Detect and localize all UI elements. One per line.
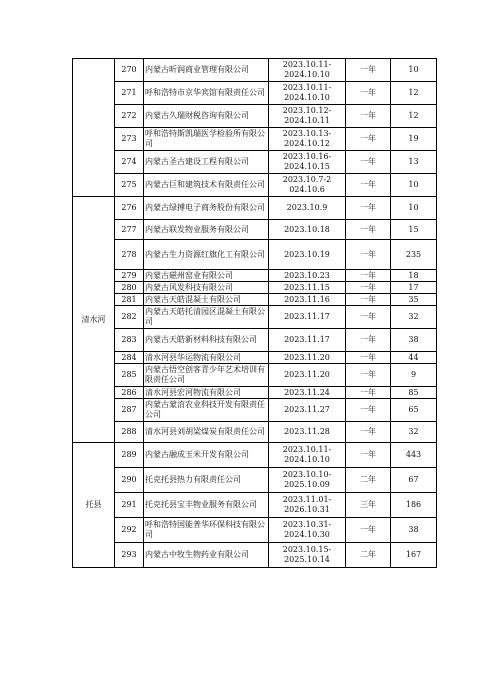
row-number-cell: 289 — [115, 443, 144, 468]
table-row — [73, 329, 437, 352]
company-name-cell: 内蒙古中牧生物药业有限公司 — [144, 543, 269, 568]
company-name-cell: 内蒙古天皓混凝土有限公司 — [144, 294, 269, 306]
term-cell: 一年 — [346, 422, 391, 443]
row-number-cell: 287 — [115, 399, 144, 422]
company-name-cell: 内蒙古联发物业服务有限公司 — [144, 220, 269, 240]
row-number-cell: 285 — [115, 364, 144, 387]
company-name-cell: 清水河县刘胡梁煤炭有限责任公司 — [144, 422, 269, 443]
term-cell: 一年 — [346, 82, 391, 105]
table-row — [73, 128, 437, 151]
term-cell: 一年 — [346, 151, 391, 174]
row-number-cell: 280 — [115, 282, 144, 294]
row-number-cell: 278 — [115, 240, 144, 270]
count-cell: 67 — [391, 468, 437, 493]
table-body — [73, 59, 437, 568]
date-cell: 2023.10.7-2 024.10.6 — [269, 174, 346, 197]
table-row — [73, 468, 437, 493]
row-number-cell: 277 — [115, 220, 144, 240]
table-row — [73, 294, 437, 306]
term-cell: 二年 — [346, 468, 391, 493]
term-cell: 一年 — [346, 240, 391, 270]
company-name-cell: 托克托县热力有限责任公司 — [144, 468, 269, 493]
company-name-cell: 内蒙古融成玉米开发有限公司 — [144, 443, 269, 468]
count-cell: 10 — [391, 59, 437, 82]
date-cell: 2023.10.19 — [269, 240, 346, 270]
date-cell: 2023.11.20 — [269, 352, 346, 364]
row-number-cell: 291 — [115, 493, 144, 518]
company-name-cell: 内蒙古生力资源红旗化工有限公司 — [144, 240, 269, 270]
count-cell: 65 — [391, 399, 437, 422]
table-row — [73, 493, 437, 518]
term-cell: 一年 — [346, 105, 391, 128]
term-cell: 一年 — [346, 197, 391, 220]
date-cell: 2023.11.15 — [269, 282, 346, 294]
row-number-cell: 273 — [115, 128, 144, 151]
table-row — [73, 399, 437, 422]
date-cell: 2023.10.11- 2024.10.10 — [269, 82, 346, 105]
table-row — [73, 240, 437, 270]
date-cell: 2023.10.13- 2024.10.12 — [269, 128, 346, 151]
row-number-cell: 270 — [115, 59, 144, 82]
date-cell: 2023.10.18 — [269, 220, 346, 240]
table-row — [73, 422, 437, 443]
table-row — [73, 352, 437, 364]
count-cell: 9 — [391, 364, 437, 387]
count-cell: 85 — [391, 387, 437, 399]
company-name-cell: 托克托县宝丰物业服务有限公司 — [144, 493, 269, 518]
term-cell: 一年 — [346, 399, 391, 422]
term-cell: 一年 — [346, 329, 391, 352]
count-cell: 18 — [391, 270, 437, 282]
count-cell: 12 — [391, 105, 437, 128]
count-cell: 32 — [391, 306, 437, 329]
date-cell: 2023.10.31- 2024.10.30 — [269, 518, 346, 543]
company-name-cell: 内蒙古风发科技有限公司 — [144, 282, 269, 294]
company-name-cell: 内蒙古昕润商业管理有限公司 — [144, 59, 269, 82]
company-name-cell: 呼和浩特国能普华环保科技有限公司 — [144, 518, 269, 543]
term-cell: 一年 — [346, 174, 391, 197]
record-table — [72, 58, 437, 568]
table-row — [73, 270, 437, 282]
count-cell: 17 — [391, 282, 437, 294]
row-number-cell: 272 — [115, 105, 144, 128]
row-number-cell: 288 — [115, 422, 144, 443]
count-cell: 15 — [391, 220, 437, 240]
row-number-cell: 274 — [115, 151, 144, 174]
date-cell: 2023.11.16 — [269, 294, 346, 306]
term-cell: 一年 — [346, 387, 391, 399]
table-row — [73, 443, 437, 468]
row-number-cell: 275 — [115, 174, 144, 197]
date-cell: 2023.10.11- 2024.10.10 — [269, 59, 346, 82]
term-cell: 一年 — [346, 518, 391, 543]
count-cell: 12 — [391, 82, 437, 105]
count-cell: 35 — [391, 294, 437, 306]
table-row — [73, 59, 437, 82]
count-cell: 13 — [391, 151, 437, 174]
count-cell: 38 — [391, 518, 437, 543]
company-name-cell: 内蒙古天皓托清园区混凝土有限公司 — [144, 306, 269, 329]
row-number-cell: 283 — [115, 329, 144, 352]
term-cell: 三年 — [346, 493, 391, 518]
table-row — [73, 82, 437, 105]
company-name-cell: 呼和浩特市京华宾馆有限责任公司 — [144, 82, 269, 105]
term-cell: 一年 — [346, 352, 391, 364]
table-row — [73, 364, 437, 387]
row-number-cell: 292 — [115, 518, 144, 543]
date-cell: 2023.10.11- 2024.10.10 — [269, 443, 346, 468]
date-cell: 2023.11.17 — [269, 306, 346, 329]
region-cell: 清水河 — [73, 197, 115, 443]
term-cell: 一年 — [346, 364, 391, 387]
table-row — [73, 174, 437, 197]
company-name-cell: 内蒙古天皓新材料科技有限公司 — [144, 329, 269, 352]
table-row — [73, 220, 437, 240]
date-cell: 2023.11.27 — [269, 399, 346, 422]
term-cell: 一年 — [346, 306, 391, 329]
date-cell: 2023.11.28 — [269, 422, 346, 443]
table-row — [73, 306, 437, 329]
term-cell: 二年 — [346, 543, 391, 568]
date-cell: 2023.11.20 — [269, 364, 346, 387]
count-cell: 10 — [391, 197, 437, 220]
company-name-cell: 内蒙古悟空创客青少年艺术培训有限责任公司 — [144, 364, 269, 387]
count-cell: 32 — [391, 422, 437, 443]
company-name-cell: 呼和浩特斯凯瑞医学检验所有限公司 — [144, 128, 269, 151]
term-cell: 一年 — [346, 282, 391, 294]
count-cell: 235 — [391, 240, 437, 270]
row-number-cell: 286 — [115, 387, 144, 399]
count-cell: 443 — [391, 443, 437, 468]
count-cell: 10 — [391, 174, 437, 197]
row-number-cell: 293 — [115, 543, 144, 568]
date-cell: 2023.10.12- 2024.10.11 — [269, 105, 346, 128]
company-name-cell: 内蒙古磁州窑业有限公司 — [144, 270, 269, 282]
count-cell: 167 — [391, 543, 437, 568]
company-name-cell: 内蒙古圣古建设工程有限公司 — [144, 151, 269, 174]
term-cell: 一年 — [346, 220, 391, 240]
table-row — [73, 105, 437, 128]
count-cell: 38 — [391, 329, 437, 352]
term-cell: 一年 — [346, 443, 391, 468]
table-row — [73, 151, 437, 174]
term-cell: 一年 — [346, 270, 391, 282]
date-cell: 2023.10.23 — [269, 270, 346, 282]
region-cell: 托县 — [73, 443, 115, 568]
date-cell: 2023.10.9 — [269, 197, 346, 220]
date-cell: 2023.10.16- 2024.10.15 — [269, 151, 346, 174]
row-number-cell: 271 — [115, 82, 144, 105]
term-cell: 一年 — [346, 294, 391, 306]
row-number-cell: 290 — [115, 468, 144, 493]
count-cell: 186 — [391, 493, 437, 518]
row-number-cell: 279 — [115, 270, 144, 282]
date-cell: 2023.10.10- 2025.10.09 — [269, 468, 346, 493]
row-number-cell: 282 — [115, 306, 144, 329]
table-row — [73, 282, 437, 294]
company-name-cell: 内蒙古蒙淯农业科技开发有限责任公司 — [144, 399, 269, 422]
table-row — [73, 387, 437, 399]
table-row — [73, 543, 437, 568]
table-row — [73, 518, 437, 543]
date-cell: 2023.11.24 — [269, 387, 346, 399]
term-cell: 一年 — [346, 59, 391, 82]
count-cell: 19 — [391, 128, 437, 151]
table-row — [73, 197, 437, 220]
date-cell: 2023.10.15- 2025.10.14 — [269, 543, 346, 568]
count-cell: 44 — [391, 352, 437, 364]
company-name-cell: 内蒙古巨和建筑技术有限责任公司 — [144, 174, 269, 197]
row-number-cell: 276 — [115, 197, 144, 220]
date-cell: 2023.11.17 — [269, 329, 346, 352]
company-name-cell: 内蒙古绿搏电子商务股份有限公司 — [144, 197, 269, 220]
company-name-cell: 清水河县宏河物流有限公司 — [144, 387, 269, 399]
region-cell — [73, 59, 115, 197]
term-cell: 一年 — [346, 128, 391, 151]
date-cell: 2023.11.01- 2026.10.31 — [269, 493, 346, 518]
company-name-cell: 清水河县华运物流有限公司 — [144, 352, 269, 364]
company-name-cell: 内蒙古久瑞财税咨询有限公司 — [144, 105, 269, 128]
row-number-cell: 284 — [115, 352, 144, 364]
row-number-cell: 281 — [115, 294, 144, 306]
